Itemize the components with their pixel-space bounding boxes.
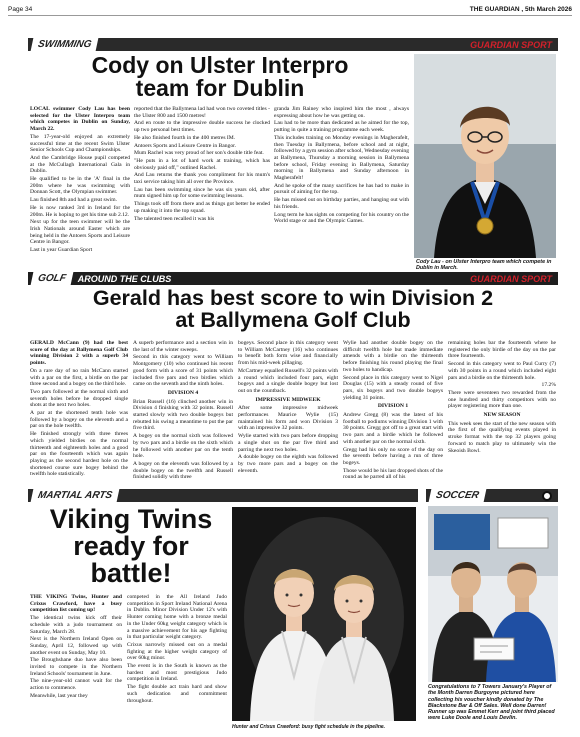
swimming-headline: Cody on Ulster Interpro team for Dublin (91, 52, 349, 102)
soccer-ball-icon (542, 491, 552, 501)
masthead: THE GUARDIAN , 5th March 2026 (469, 6, 572, 13)
martial-arts-headline: Viking Twins ready for battle! (49, 504, 213, 588)
player-of-month-photo (428, 506, 558, 682)
golf-col-5: remaining holes bar the fourteenth where he registered the only birdie of the day on the par three fourteenth. Second in this category went to Paul Curry (7) with 30 points in a round which included eight pars and a birdie on the thirteenth hole. 17.2% There were seventeen two rewarded from the one hundred and thirty competitors with no player registering more than one. NEW SEASON This week sees the start of the new season with the first of the qualifying events played in stroke format with the top 32 players going forward to match play to ultimately win the Skeoish Bowl. (448, 340, 556, 454)
guardian-sport-logo: GUARDIAN SPORT (470, 39, 552, 50)
page-number: Page 34 (8, 6, 33, 13)
page-header (8, 4, 572, 16)
golf-section-bar (28, 272, 558, 285)
golf-col-2: A superb performance and a section win in the last of the winter sweeps. Second in this category went to William Montgomery (10) who continued his recent good form with a score of 31 points which included five pars and two birdies which came on the seventh and the ninth holes. DIVISION 4 Brian Russell (16) clinched another win in Division 4 finishing with 32 points. Russell started slowly with two double bogeys but rebutted his swing a meantime to put the par five third. A bogey on the normal sixth was followed by two pars and a birdie on the sixth which he followed with another par on the tenth hole. A bogey on the eleventh was followed by a double bogey on the twelfth and Russell finished solidly with three (133, 340, 233, 480)
soccer-section-bar (426, 489, 558, 502)
martial-arts-kicker: MARTIAL ARTS (31, 489, 120, 502)
swimming-col-2: reported that the Ballymena lad had won two coveted titles - the Ulster 800 and 1500 metres! And en route to the impressive double success he clocked up two personal best times. He also finished fourth in the 400 metres IM. Antoers Sports and Leisure Centre in Bangor. Mum Rachel was very proud of her son's double title feat. "He puts in a lot of hard work at training, which has obviously paid off," outlined Rachel. And Lau returns the thank you compliment for his mum's taxi service taking him all over the Province. Lau has been swimming since he was six years old, after mum signed him up for some swimming lessons. Things took off from there and as things got better he ended up making it into the top squad. The talented teen recalled it was his (134, 106, 270, 222)
swimming-section-bar (28, 38, 558, 51)
swimming-kicker: SWIMMING (31, 38, 99, 51)
golf-col-3: bogeys. Second place in this category went to William McCartney (16) who continues to benefit both form wise and financially from his mid-week pillaging. McCartney equalled Russell's 32 points with a round which included four pars, eight bogeys and a single double bogey but lost out on the countback. IMPRESSIVE MIDWEEK After some impressive midweek performances Maurice Wylie (15) maintained his form and won Division 3 with an impressive 32 points. Wylie started with two pars before dropping a single shot on the par five third and parring the next two holes. A double bogey on the eighth was followed by two more pars and a bogey on the eleventh. (238, 340, 338, 474)
golf-headline: Gerald has best score to win Division 2 at Ballymena Golf Club (92, 286, 494, 332)
golf-col-1: GERALD McCann (9) had the best score of the day at Ballymena Golf Club winning Division 2 with a superb 34 points. On a rare day of no rain McCann started with a par on the first, a birdie on the par three second and a bogey on the third hole. Two pars followed at the normal sixth and seventh holes before he dropped single shots at the next two holes. A par at the shortened tenth hole was followed by a bogey on the eleventh and a par on the hole twelfth. He finished strongly with three threes which yielded birdies on the normal thirteenth and eighteenth holes and a good par on the fourteenth which was again playing as the second hardest hole on the shortened course sure bogey behind the twelfth hole statistically. (30, 340, 128, 478)
swimming-caption: Cody Lau - on Ulster Interpro team which compete in Dublin in March. (416, 259, 552, 272)
martial-arts-caption: Hunter and Crixus Crawford: busy fight schedule in the pipeline. (232, 724, 386, 730)
golf-kicker-sub: AROUND THE CLUBS (77, 273, 172, 284)
twins-photo (232, 507, 416, 721)
martial-arts-col-2: competed in the All Ireland Judo competition in Sport Ireland National Arena in Dublin. Minor Division Under 12's with Hunter coming home with a bronze medal in the Under 60kg weight category which is a massive achievement for his age fighting in that particular weight category. Crixus narrowly missed out on a medal fighting at the higher weight category of over 60kg minor. The event is in the South is known as the hardest and most prestigious Judo competition in Ireland. The fight double act train hard and show such dedication and commitment throughout. (127, 594, 227, 704)
guardian-sport-logo: GUARDIAN SPORT (470, 273, 552, 284)
soccer-kicker: SOCCER (429, 489, 487, 502)
soccer-caption: Congratulations to 7 Towers January's Player of the Month Darren Burgoyne pictured here collecting his voucher kindly donated by The Blackstone Bar & Off Sales. Well done Darren! Runner up was Emmet Kerr and joint third placed were Luke Doole and Louis Devlin. (428, 684, 555, 722)
martial-arts-section-bar (28, 489, 418, 502)
swimming-col-1: LOCAL swimmer Cody Lau has been selected for the Ulster Interpro team which competes in Dublin on Sunday, March 22. The 17-year-old enjoyed an extremely successful time at the recent Swim Ulster Senior Schools Cup and Championships. And the Cambridge House pupil competed at the McCullagh International Gala in Dublin. He qualified to be in the 'A' final in the 200m where he was swimming with Donnan Scott, the Olympian swimmer. Lau finished 8th and had a great swim. He is now ranked 3rd in Ireland for the 200m. He is hoping to get his time sub 2.12. Next up for the teen swimmer will be the Irish Nationals around Easter which are being held in the Antoers Sports and Leisure Centre in Bangor. Last in year Guardian Sport (30, 106, 130, 254)
golf-col-4: Wylie had another double bogey on the difficult twelfth hole but made immediate amends with a birdie on the thirteenth before finishing his round playing the final two holes to handicap. Second place in this category went to Nigel Douglas (15) with a steady round of five pars, six bogeys and two double bogeys yielding 31 points. DIVISION 1 Andrew Gregg (8) was the latest of his football to podiums winning Division 1 with 30 points. Gregg got off to a great start with two pars and a birdie which he followed with another par on the normal sixth. Gregg had his only no score of the day on the seventh before having a run of three bogeys. Those would be his last dropped shots of the round as he parred all of his (343, 340, 443, 480)
swimming-col-3: granda Jim Rainey who inspired him the most , always expressing about how he was getting on. Lau had to be more than dedicated as he aimed for the top, putting in quite a training programme each week. This includes training on Monday evenings in Magherafelt, then Tuesday in Ballymena, before school and at night, followed by a gym session after school, Wednesday evening at Ballymena, Thursday a morning session in Ballymena before school, Friday evening in Ballymena, Saturday morning in Ballymena and Sunday afternoon in Magherafelt! And he spoke of the many sacrifices he has had to make in pursuit of aiming for the top. He has missed out on birthday parties, and hanging out with his friends. Long term he has sights on competing for his country on the World stage or and the Olympic Games. (274, 106, 409, 225)
golf-kicker: GOLF (31, 272, 74, 285)
swimmer-photo (414, 54, 556, 258)
martial-arts-col-1: THE VIKING Twins, Hunter and Crixus Crawford, have a busy competition list coming up! The identical twins kick off their schedule with a judo tournament on Saturday, March 28. Next is the Northern Ireland Open on Sunday, April 12, followed up with another event on Sunday, May 10. The Broughshane duo have also been invited to compete in the Northern Ireland Schools' tournament in June. The nine-year-old cannot wait for the action to commence. Meanwhile, last year they (30, 594, 122, 699)
